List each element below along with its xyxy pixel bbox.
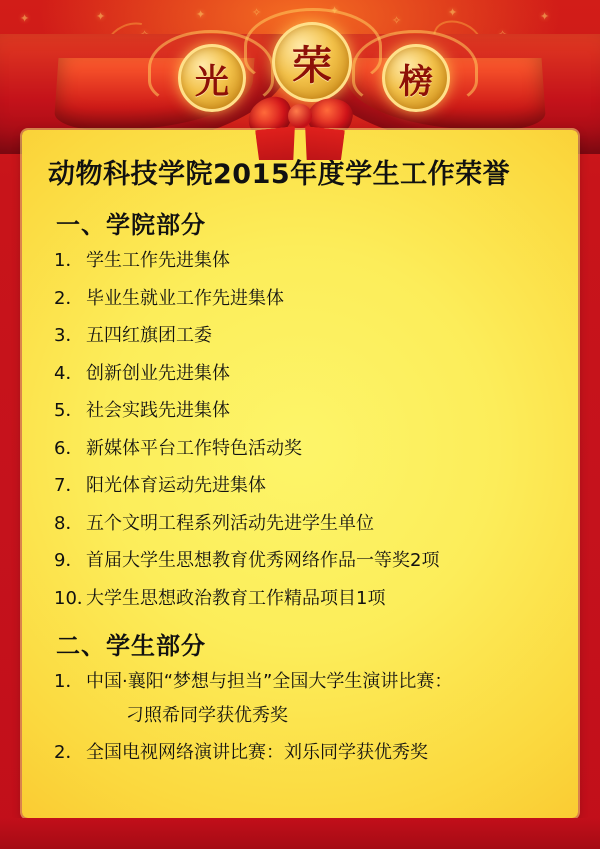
- list-item: [48, 742, 552, 765]
- list-item-label: 中国·襄阳“梦想与担当”全国大学生演讲比赛：: [86, 671, 453, 692]
- list-item: [48, 671, 552, 694]
- list-item: [48, 325, 552, 348]
- ribbon-knot: [288, 104, 312, 128]
- star-icon: ✦: [196, 9, 206, 21]
- list-item-number: 3．: [54, 325, 84, 346]
- star-icon: ✦: [330, 5, 340, 17]
- list-item-label: 毕业生就业工作先进集体: [86, 287, 284, 309]
- section-heading-2: 二、学生部分: [56, 632, 206, 660]
- list-item-label: 学生工作先进集体: [86, 250, 230, 271]
- list-item-label: 社会实践先进集体: [86, 400, 230, 421]
- list-item: [48, 513, 552, 536]
- list-item: [48, 438, 552, 461]
- list-item: [48, 588, 552, 611]
- star-icon: ✦: [540, 11, 550, 23]
- star-icon: ✦: [20, 13, 30, 25]
- medallion-character-3: 榜: [382, 44, 450, 112]
- star-icon: ✧: [392, 15, 402, 27]
- list-item: [48, 475, 552, 498]
- star-icon: ✦: [448, 7, 458, 19]
- page-title: 动物科技学院2015年度学生工作荣誉: [48, 159, 511, 190]
- medallion-character-1: 光: [178, 44, 246, 112]
- list-item-number: 5．: [54, 400, 84, 421]
- bottom-border: [0, 818, 600, 849]
- list-item-number: 4．: [54, 362, 84, 384]
- list-item: [48, 550, 552, 573]
- list-item-label: 全国电视网络演讲比赛：刘乐同学获优秀奖: [86, 741, 428, 763]
- list-item-number: 10．: [54, 587, 95, 609]
- list-item: [48, 400, 552, 423]
- list-item-number: 8．: [54, 512, 84, 534]
- list-item: [48, 250, 552, 273]
- list-item-label: 阳光体育运动先进集体: [86, 475, 266, 496]
- section-heading-1: 一、学院部分: [56, 211, 206, 239]
- list-item: [48, 288, 552, 311]
- list-item-number: 7．: [54, 475, 84, 496]
- list-item: [48, 363, 552, 386]
- list-item-number: 2．: [54, 741, 84, 763]
- list-item-label: 五个文明工程系列活动先进学生单位: [86, 512, 374, 534]
- list-item-label: 大学生思想政治教育工作精品项目1项: [86, 587, 386, 609]
- list-item-number: 2．: [54, 287, 84, 309]
- list-item-label: 首届大学生思想教育优秀网络作品一等奖2项: [86, 550, 440, 571]
- list-item-subline: 刁照希同学获优秀奖: [126, 704, 288, 726]
- list-item-label: 新媒体平台工作特色活动奖: [86, 437, 302, 459]
- star-icon: ✦: [96, 11, 106, 23]
- list-item-label: 五四红旗团工委: [86, 325, 212, 346]
- list-item-number: 6．: [54, 437, 84, 459]
- star-icon: ✧: [252, 7, 262, 19]
- list-item-number: 1．: [54, 671, 84, 692]
- list-item-label: 创新创业先进集体: [86, 362, 230, 384]
- list-item-number: 9．: [54, 550, 84, 571]
- content-page: [22, 130, 578, 818]
- medallion-character-2: 荣: [272, 22, 352, 102]
- list-item-number: 1．: [54, 250, 84, 271]
